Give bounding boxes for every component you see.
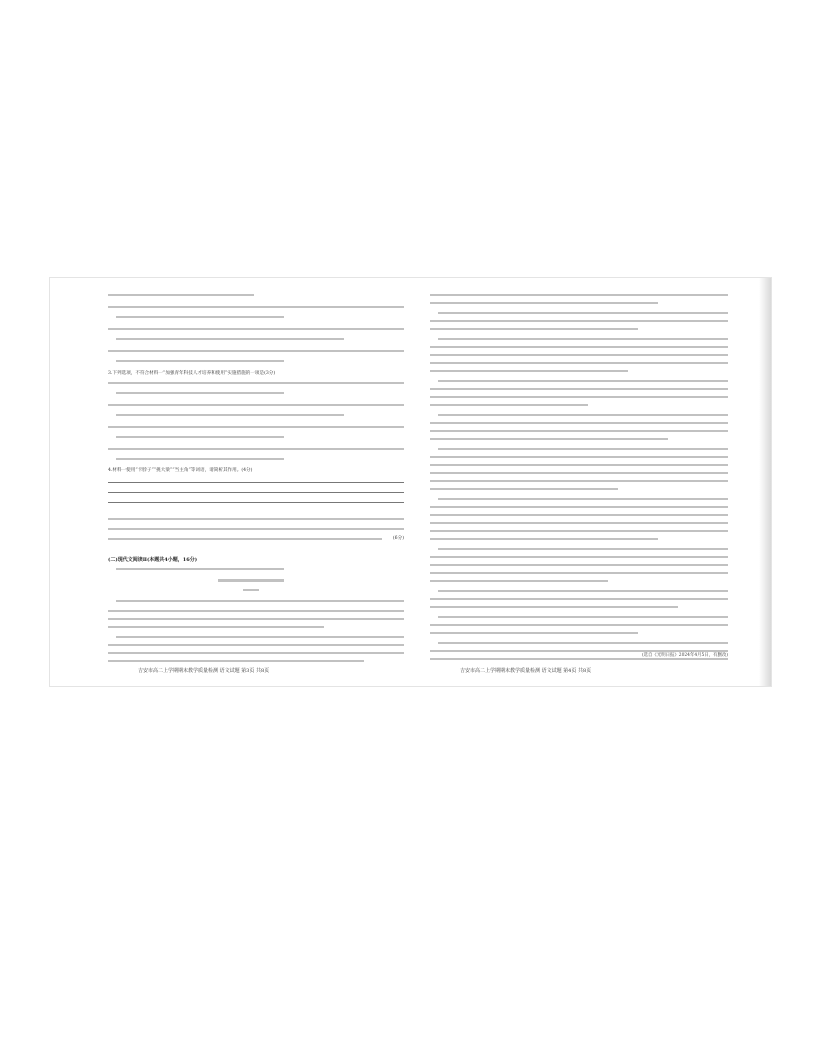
essay-line — [438, 312, 728, 314]
question-5-line — [108, 518, 404, 520]
option-line — [116, 458, 284, 460]
essay-line — [116, 600, 404, 602]
essay-line — [438, 448, 728, 450]
essay-line — [430, 430, 728, 432]
essay-line — [430, 632, 638, 634]
essay-line — [438, 616, 728, 618]
essay-line — [108, 660, 364, 662]
question-5-points: (6分) — [392, 536, 404, 541]
text-line — [116, 360, 284, 362]
essay-line — [438, 380, 728, 382]
essay-line — [430, 514, 728, 516]
essay-line — [430, 522, 728, 524]
essay-line — [430, 464, 728, 466]
essay-line — [430, 328, 638, 330]
question-5-line — [108, 538, 382, 540]
essay-line — [438, 642, 728, 644]
essay-line — [430, 556, 728, 558]
essay-line — [430, 388, 728, 390]
essay-line — [108, 644, 404, 646]
essay-line — [430, 580, 608, 582]
essay-line — [108, 652, 404, 654]
essay-line — [430, 294, 728, 296]
essay-line — [430, 354, 728, 356]
essay-line — [430, 572, 728, 574]
essay-line — [430, 538, 658, 540]
essay-line — [430, 396, 728, 398]
essay-line — [108, 618, 404, 620]
page-footer: 吉安市高二上学期期末教学质量检测 语文试题 第3页 共8页 — [138, 668, 270, 674]
option-line — [116, 436, 284, 438]
question-3: 3.下列选项，不符合材料一“加强青年科技人才培养和使用”实施措施的一项是(3分) — [108, 371, 276, 376]
essay-line — [430, 506, 728, 508]
essay-line — [430, 346, 728, 348]
essay-line — [438, 498, 728, 500]
answer-blank[interactable] — [108, 502, 404, 503]
essay-line — [430, 302, 658, 304]
essay-line — [430, 624, 728, 626]
source-note: (选自《光明日报》2024年4月5日，有删改) — [641, 653, 728, 658]
essay-line — [430, 480, 728, 482]
essay-line — [430, 598, 728, 600]
exam-page-4 — [430, 292, 728, 674]
essay-author — [243, 589, 259, 591]
option-line — [108, 404, 404, 406]
essay-line — [430, 564, 728, 566]
question-5-line — [108, 528, 404, 530]
page-footer: 吉安市高二上学期期末教学质量检测 语文试题 第4页 共8页 — [460, 668, 592, 674]
essay-line — [108, 610, 404, 612]
essay-line — [430, 530, 728, 532]
text-line — [116, 316, 284, 318]
option-line — [108, 426, 404, 428]
scanned-exam-spread — [50, 278, 771, 686]
essay-line — [438, 548, 728, 550]
essay-line — [108, 626, 324, 628]
section-heading: (二)现代文阅读Ⅱ(本题共4小题，16分) — [108, 557, 198, 563]
essay-title — [218, 579, 284, 582]
essay-line — [438, 338, 728, 340]
essay-line — [430, 472, 728, 474]
exam-page-3 — [108, 292, 404, 674]
essay-line — [116, 636, 404, 638]
essay-line — [430, 404, 588, 406]
essay-line — [438, 590, 728, 592]
option-line — [108, 382, 404, 384]
text-line — [108, 350, 404, 352]
question-4: 4.材料一使用“卡脖子”“挑大梁”“当主角”等词语，请简析其作用。(4分) — [108, 468, 253, 473]
text-line — [108, 306, 404, 308]
essay-line — [438, 414, 728, 416]
answer-blank[interactable] — [108, 482, 404, 483]
option-line — [116, 414, 344, 416]
page-edge-shadow — [759, 278, 771, 686]
essay-line — [430, 438, 668, 440]
essay-line — [430, 320, 728, 322]
text-line — [116, 338, 344, 340]
essay-line — [430, 488, 618, 490]
essay-line — [430, 658, 728, 660]
essay-line — [430, 362, 728, 364]
essay-line — [430, 606, 678, 608]
essay-line — [430, 422, 728, 424]
option-line — [108, 448, 404, 450]
option-line — [116, 392, 284, 394]
instruction-line — [116, 568, 284, 570]
text-line — [108, 294, 254, 296]
essay-line — [430, 456, 728, 458]
essay-line — [430, 370, 628, 372]
text-line — [108, 328, 404, 330]
answer-blank[interactable] — [108, 492, 404, 493]
